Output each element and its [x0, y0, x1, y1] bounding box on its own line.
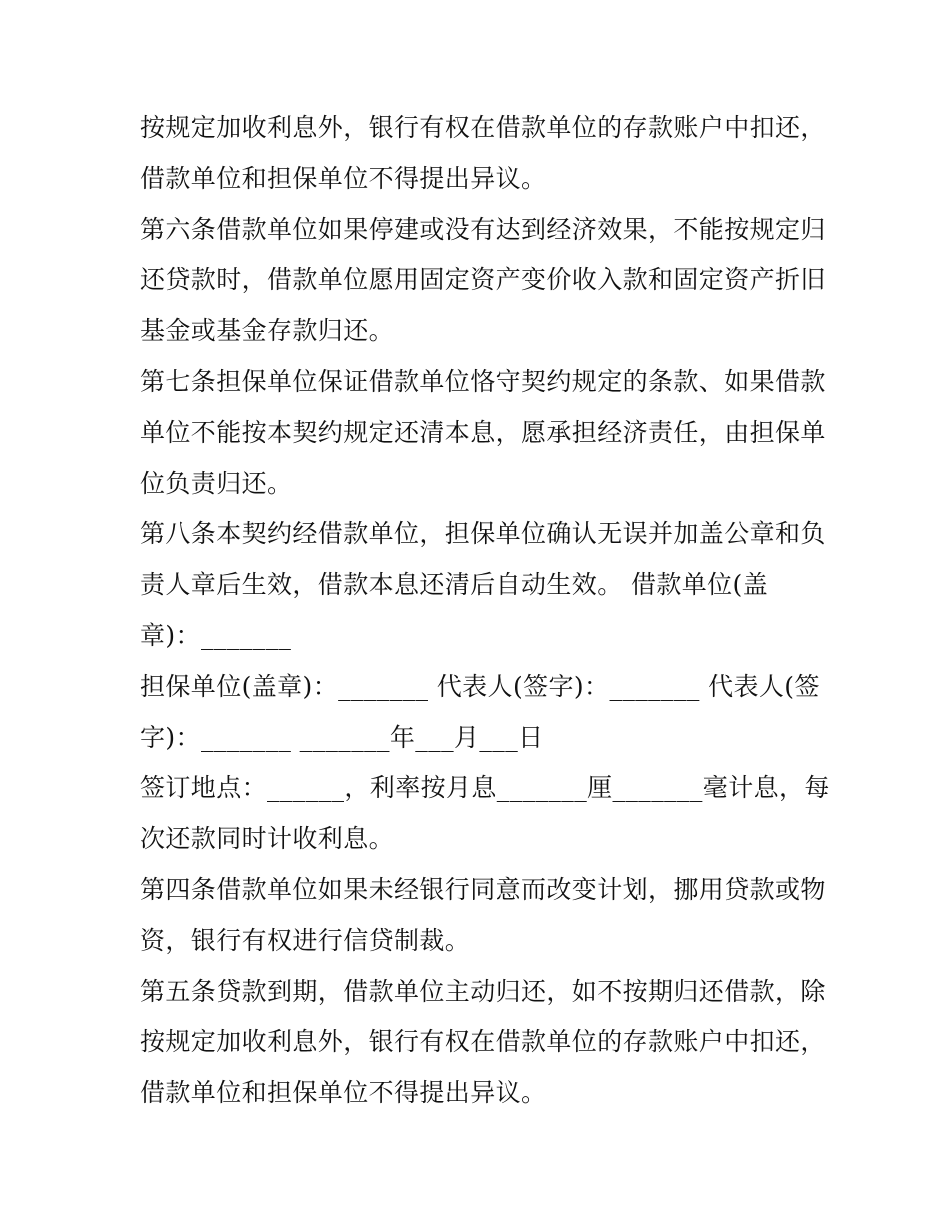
- paragraph-article-8: [140, 509, 826, 661]
- text-line: 第五条贷款到期，借款单位主动归还，如不按期归还借款，除: [140, 976, 826, 1006]
- text-line: 还贷款时，借款单位愿用固定资产变价收入款和固定资产折旧: [140, 265, 826, 295]
- text-line: 签订地点：______，利率按月息_______厘_______毫计息，每: [140, 773, 830, 803]
- text-line: 次还款同时计收利息。: [140, 824, 395, 854]
- text-line: 按规定加收利息外，银行有权在借款单位的存款账户中扣还，: [140, 1027, 826, 1057]
- paragraph-article-4: [140, 865, 826, 967]
- text-line: 单位不能按本契约规定还清本息，愿承担经济责任，由担保单: [140, 417, 826, 447]
- text-line: 借款单位和担保单位不得提出异议。: [140, 1078, 547, 1108]
- paragraph-signatures: [140, 662, 820, 764]
- paragraph-1: [140, 103, 826, 205]
- text-line: 第八条本契约经借款单位，担保单位确认无误并加盖公章和负: [140, 519, 826, 549]
- text-line: 第四条借款单位如果未经银行同意而改变计划，挪用贷款或物: [140, 874, 826, 904]
- text-line: 按规定加收利息外，银行有权在借款单位的存款账户中扣还，: [140, 113, 826, 142]
- paragraph-article-6: [140, 205, 826, 357]
- text-line: 位负责归还。: [140, 468, 293, 498]
- document-body: [140, 103, 830, 1119]
- text-line: 字)：_______ _______年___月___日: [140, 722, 544, 752]
- text-line: 第七条担保单位保证借款单位恪守契约规定的条款、如果借款: [140, 366, 826, 396]
- text-line: 担保单位(盖章)：_______ 代表人(签字)：_______ 代表人(签: [140, 671, 820, 701]
- text-line: 资，银行有权进行信贷制裁。: [140, 925, 471, 955]
- text-line: 借款单位和担保单位不得提出异议。: [140, 163, 547, 193]
- paragraph-article-7: [140, 357, 826, 509]
- text-line: 第六条借款单位如果停建或没有达到经济效果，不能按规定归: [140, 214, 826, 244]
- paragraph-signing-place: [140, 763, 830, 865]
- text-line: 责人章后生效，借款本息还清后自动生效。 借款单位(盖: [140, 570, 769, 600]
- paragraph-article-5: [140, 967, 826, 1119]
- text-line: 基金或基金存款归还。: [140, 316, 395, 346]
- text-line: 章)：_______: [140, 620, 292, 650]
